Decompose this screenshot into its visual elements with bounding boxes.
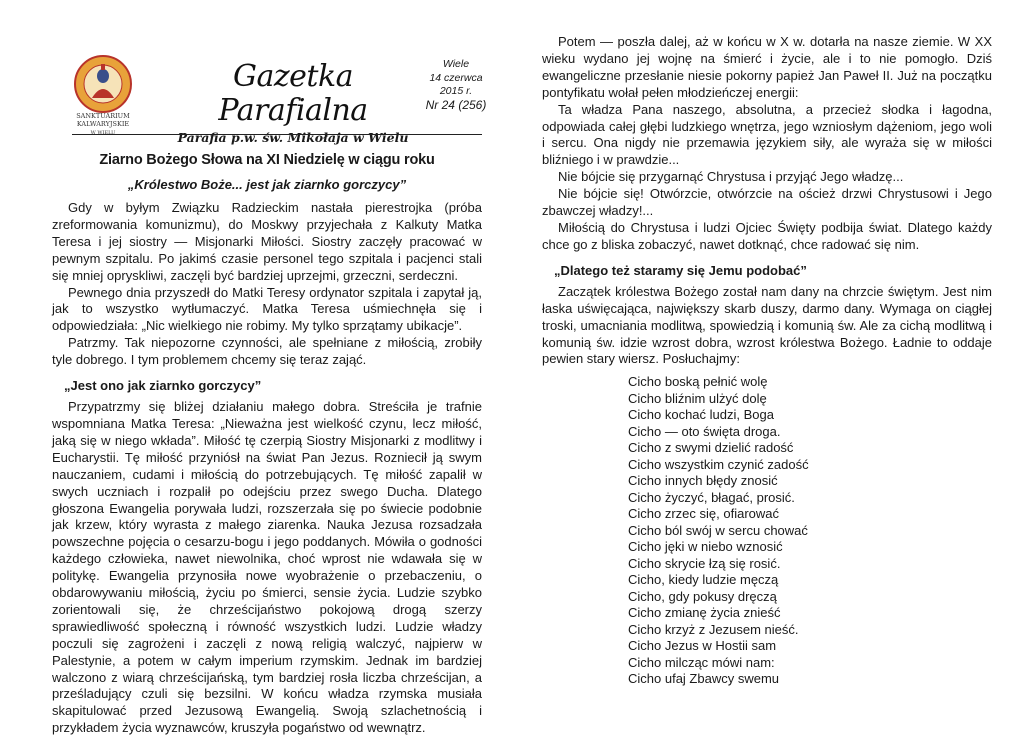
poem-line: Cicho jęki w niebo wznosić bbox=[628, 539, 783, 555]
poem-line: Cicho bliźnim ulżyć dolę bbox=[628, 390, 767, 406]
issue-info bbox=[418, 58, 494, 112]
paragraph: Miłością do Chrystusa i ludzi Ojciec Święty podbija świat. Dlatego każdy chce go z bliska zobaczyć, nawet dotknąć, chce radować się nim. bbox=[542, 219, 992, 252]
poem-line: Cicho skrycie łzą się rosić. bbox=[628, 555, 781, 571]
poem-line: Cicho Jezus w Hostii sam bbox=[628, 638, 777, 654]
issue-date-year: 2015 r. bbox=[439, 85, 473, 97]
paragraph: Nie bójcie się! Otwórzcie, otwórzcie na oścież drzwi Chrystusowi i Jego zbawczej władzy!... bbox=[542, 186, 992, 219]
issue-date-day: 14 czerwca bbox=[429, 71, 483, 84]
poem-line: Cicho boską pełnić wolę bbox=[628, 374, 768, 390]
newsletter-subtitle: Parafia p.w. św. Mikołaja w Wielu bbox=[177, 130, 409, 145]
poem-line: Cicho zmianę życia znieść bbox=[628, 605, 781, 621]
svg-text:W WIELU: W WIELU bbox=[90, 130, 116, 136]
poem-line: Cicho krzyż z Jezusem nieść. bbox=[628, 621, 799, 637]
newsletter-title: Gazetka Parafialna bbox=[218, 59, 368, 128]
masthead-divider bbox=[72, 134, 482, 135]
paragraph: Gdy w byłym Związku Radzieckim nastała pierestrojka (próba zreformowania komunizmu), do Moskwy przyjechała z Kalkuty Matka Teresa i jej siostry — Misjonarki Miłości. Siostry zaczęły pracować w pewnym szpitalu. Po jakimś czasie personel tego szpitala i pacjenci stali się mniej opryskliwi, zaczęli być bardziej uprzejmi, grzeczni, serdeczni. bbox=[52, 200, 482, 283]
title-block bbox=[168, 60, 418, 145]
paragraph: Zaczątek królestwa Bożego został nam dany na chrzcie świętym. Jest nim łaska uświęcająca, największy skarb duszy, darmo dany. Wymaga on ciągłej troski, umacniania modlitwą, spowiedzią i komunią św. Ale za cichą modlitwą i komunią św. idzie wzrost dobra, wzrost królestwa Bożego. Ładnie to oddaje pewien stary wiersz. Posłuchajmy: bbox=[542, 283, 992, 367]
section-heading: „Jest ono jak ziarnko gorczycy” bbox=[64, 378, 262, 394]
poem-line: Cicho z swymi dzielić radość bbox=[628, 440, 794, 456]
right-page bbox=[512, 0, 1024, 724]
poem-line: Cicho innych błędy znosić bbox=[628, 473, 778, 489]
article-heading: Ziarno Bożego Słowa na XI Niedzielę w ciągu roku bbox=[99, 152, 435, 168]
poem-line: Cicho kochać ludzi, Boga bbox=[628, 407, 774, 423]
svg-text:SANKTUARIUM: SANKTUARIUM bbox=[76, 112, 130, 120]
poem-line: Cicho zrzec się, ofiarować bbox=[628, 506, 779, 522]
left-page bbox=[0, 0, 512, 736]
poem-line: Cicho wszystkim czynić zadość bbox=[628, 456, 809, 472]
paragraph: Pewnego dnia przyszedł do Matki Teresy ordynator szpitala i zapytał ją, jak to wszystko wytłumaczyć. Matka Teresa uśmiechnęła się i odpowiedziała: „Nic wielkiego nie robimy. My tylko sprzątamy ubikacje”. bbox=[52, 284, 482, 334]
issue-place: Wiele bbox=[442, 58, 470, 70]
paragraph: Potem — poszła dalej, aż w końcu w X w. dotarła na nasze ziemie. W XX wieku wydano jej wojnę na śmierć i życie, ale i to nie pomogło. Dziś ewangeliczne przesłanie niesie pokorny papież Jan Paweł II. Już na początku pontyfikatu wołał pełen młodzieńczej energii: bbox=[542, 34, 992, 100]
poem-line: Cicho, gdy pokusy dręczą bbox=[628, 588, 777, 604]
poem-line: Cicho ufaj Zbawcy swemu bbox=[628, 671, 779, 687]
poem bbox=[628, 374, 992, 688]
paragraph: Patrzmy. Tak niepozorne czynności, ale spełniane z miłością, zrobiły tyle dobrego. I tym problemem chcemy się teraz zająć. bbox=[52, 335, 482, 368]
svg-text:KALWARYJSKIE: KALWARYJSKIE bbox=[76, 120, 130, 128]
paragraph: Nie bójcie się przygarnąć Chrystusa i przyjąć Jego władzę... bbox=[558, 169, 904, 185]
parish-logo bbox=[68, 54, 138, 140]
poem-line: Cicho, kiedy ludzie męczą bbox=[628, 572, 779, 588]
paragraph: Przypatrzmy się bliżej działaniu małego dobra. Streściła je trafnie wspomniana Matka Teresa: „Nieważna jest wielkość czynu, lecz miłość, jaką się w niego wkłada”. Miłość tę czerpią Siostry Misjonarki z modlitwy i Eucharystii. Tę miłość przyniósł na świat Pan Jezus. Rozniecił ją swym nauczaniem, cudami i miłością do potrzebujących. Tę miłość zapalił w swych uczniach i rozpalił po odejściu przez swego Ducha. Dlatego głoszona Ewangelia porywała ludzi, rozszerzała się po świecie podobnie jak krzew, który wyrasta z małego ziarenka. Nauka Jezusa rozsadzała powszechne pojęcia o cesarzu-bogu i jego poddanych. Mówiła o godności każdego człowieka, nawet niewolnika, choć wprost nie wdawała się w politykę. Ewangelia przynosiła nowe wyobrażenie o przebaczeniu, o obdarowywaniu miłością, życiu po śmierci, sensie życia. Ludzie szybko zorientowali się, że chrześcijaństwo pokojową drogą szerzy sprawiedliwość społeczną i równość wszystkich ludzi. Ludzie władzy poczuli się zagrożeni i zaczęli z nową religią walczyć, najpierw w Palestynie, a potem w całym imperium rzymskim. Jednak im bardziej walczono z wiarą chrześcijańską, tym bardziej rosła liczba chrześcijan, a prześladujący czuli się bezsilni. W końcu władza rzymska musiała skapitulować przed Jezusową Ewangelią. Swoją szlachetnością i przykładem życia wyznawców, kruszyła pogaństwo od wewnątrz. bbox=[52, 399, 482, 736]
poem-line: Cicho życzyć, błagać, prosić. bbox=[628, 489, 795, 505]
article-subheading: „Królestwo Boże... jest jak ziarnko gorczycy” bbox=[127, 177, 407, 192]
issue-number: Nr 24 (256) bbox=[425, 97, 487, 112]
poem-line: Cicho — oto święta droga. bbox=[628, 423, 781, 439]
poem-line: Cicho ból swój w sercu chować bbox=[628, 522, 808, 538]
paragraph: Ta władza Pana naszego, absolutna, a przecież słodka i łagodna, odpowiada całej głębi ludzkiego wnętrza, jego wzniosłym dążeniom, jego woli i sercu. Ona nigdy nie przemawia językiem siły, ale wyraża się w miłości bliźniego i w prawdzie... bbox=[542, 101, 992, 168]
poem-line: Cicho milcząc mówi nam: bbox=[628, 654, 775, 670]
section-heading: „Dlatego też staramy się Jemu podobać” bbox=[554, 262, 807, 278]
masthead bbox=[52, 50, 487, 150]
